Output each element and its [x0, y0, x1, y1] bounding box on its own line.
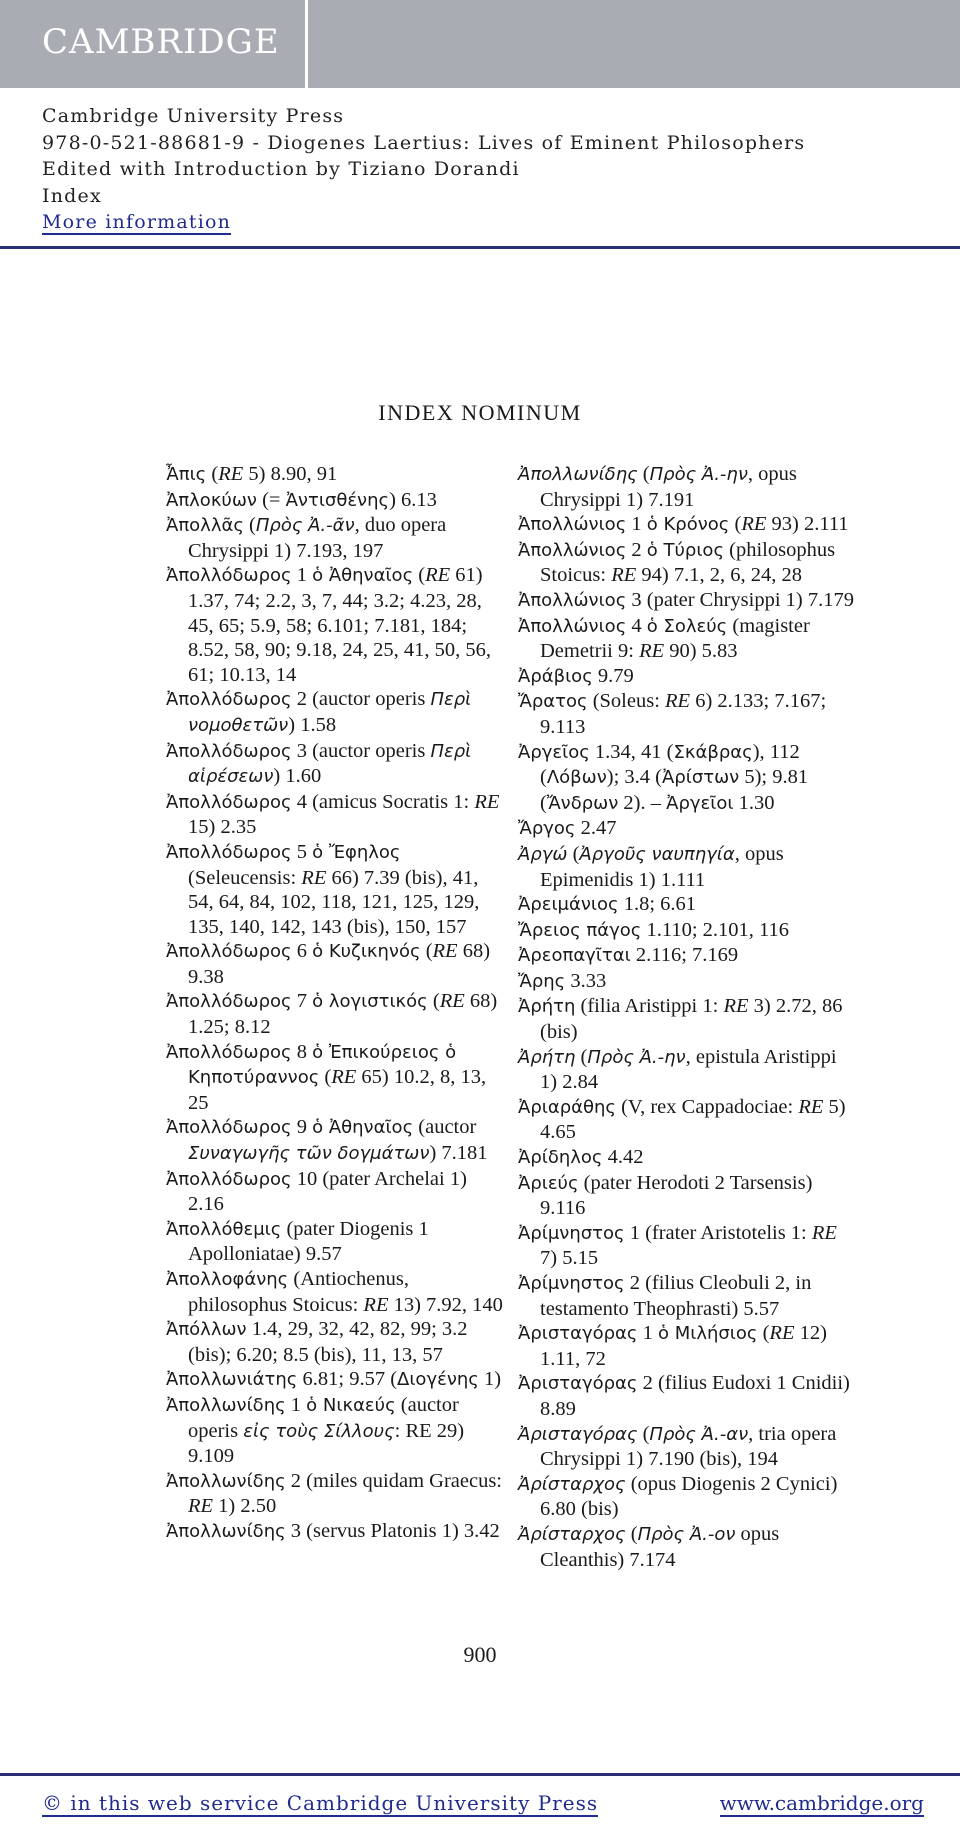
entry-text: 61) 1.37, 74; 2.2, 3, 7, 44; 3.2; 4.23, 28, 45, 65; 5.9, 58; 6.101; 7.181, 184; 8.52, 58, 90; 9.18, 24, 25, 41, 50, 56, 61; 10.13, 14: [188, 564, 491, 686]
entry-text: (: [637, 463, 650, 485]
entry-greek: Ἀπολλωνίδης: [166, 1394, 286, 1416]
index-column-left: [166, 462, 506, 1545]
entry-italic: RE: [432, 940, 458, 963]
entry-greek: Ἀπολλόδωρος: [166, 991, 292, 1013]
entry-text: ) 1.60: [273, 765, 322, 788]
entry-greek: Ἀρίδηλος: [518, 1147, 603, 1169]
entry-text: 5: [291, 840, 313, 863]
entry-greek: Ἀρίστων: [662, 767, 740, 789]
entry-greek: Ἀργεῖος: [518, 741, 590, 763]
entry-greek: Συναγωγῆς τῶν δογμάτων: [188, 1143, 430, 1165]
entry-italic: RE: [665, 690, 691, 713]
entry-greek: Ἀπολλώνιος: [518, 539, 627, 561]
index-entry: [166, 989, 506, 1039]
entry-text: (: [427, 990, 440, 1013]
entry-text: (=: [256, 488, 286, 511]
index-entry: [166, 1519, 506, 1545]
entry-text: 12) 1.11, 72: [540, 1322, 827, 1370]
entry-text: 2: [626, 538, 647, 561]
index-entry: [166, 1040, 506, 1116]
entry-text: 1.30: [733, 791, 775, 814]
index-entry: [518, 462, 854, 512]
entry-italic: RE: [188, 1495, 214, 1518]
entry-text: 2). –: [618, 791, 667, 814]
entry-italic: RE: [363, 1293, 389, 1316]
entry-greek: Ἀρισταγόρας: [518, 1373, 638, 1395]
entry-greek: Ἀπολλωνίδης: [518, 464, 638, 485]
index-entry: [518, 1422, 854, 1472]
entry-text: (: [413, 564, 426, 587]
entry-greek: Περὶ αἱρέσεων: [188, 740, 472, 788]
entry-greek: Ἄρατος: [518, 691, 588, 713]
index-entry: [166, 790, 506, 840]
entry-greek: ὁ Ἀθηναῖος: [312, 1117, 414, 1139]
entry-text: 66) 7.39 (bis), 41, 54, 64, 84, 102, 118, 121, 125, 129, 135, 140, 142, 143 (bis), 150, 157: [188, 866, 480, 938]
entry-italic: RE: [611, 564, 637, 587]
entry-greek: Ἀρήτη: [518, 1046, 576, 1068]
entry-italic: RE: [811, 1221, 837, 1244]
index-entry: [518, 1271, 854, 1321]
entry-text: , duo opera Chrysippi 1) 7.193, 197: [188, 514, 447, 562]
entry-greek: Ἀπολλόδωρος: [166, 791, 292, 813]
header-rule: [0, 246, 960, 249]
cambridge-logo: CAMBRIDGE: [42, 22, 280, 62]
index-title: INDEX NOMINUM: [378, 400, 582, 425]
entry-greek: Ἀπολλόδωρος: [166, 1168, 292, 1190]
publisher-name: Cambridge University Press: [42, 105, 345, 127]
entry-greek: Ἄρειος πάγος: [518, 919, 642, 941]
entry-italic: RE: [639, 640, 665, 663]
book-info: [42, 103, 805, 236]
entry-greek: Ἀρίμνηστος: [518, 1273, 625, 1294]
banner-divider: [305, 0, 308, 88]
entry-text: (V, rex Cappadociae:: [615, 1095, 799, 1118]
entry-greek: Ἀπόλλων: [166, 1319, 247, 1341]
index-entry: [166, 840, 506, 939]
entry-text: (: [575, 1045, 588, 1068]
entry-text: , epistula Aristippi 1) 2.84: [540, 1045, 837, 1094]
index-entry: [518, 1095, 854, 1145]
entry-greek: Ἀρίσταρχος: [518, 1473, 626, 1495]
entry-greek: Λόβων: [546, 767, 607, 789]
entry-greek: Ἀπολλόδωρος: [166, 740, 292, 762]
index-entry: [166, 462, 506, 488]
entry-text: 9: [291, 1116, 313, 1139]
entry-text: 1.34, 41 (: [589, 740, 674, 763]
entry-greek: Ἀπολλόδωρος: [166, 1117, 292, 1139]
entry-greek: Ἀργοῦς ναυπηγία: [579, 843, 735, 865]
entry-italic: RE: [723, 995, 749, 1018]
entry-text: 94) 7.1, 2, 6, 24, 28: [636, 564, 802, 587]
entry-text: , tria opera Chrysippi 1) 7.190 (bis), 194: [540, 1422, 837, 1471]
entry-greek: Ἀρισταγόρας: [518, 1423, 638, 1445]
entry-text: 68) 9.38: [188, 940, 491, 988]
entry-greek: Ἄρης: [518, 970, 566, 992]
entry-greek: Σκάβρας: [673, 741, 753, 763]
entry-greek: ὁ Ἔφηλος: [312, 841, 401, 863]
entry-greek: ὁ Ἀθηναῖος: [312, 565, 414, 587]
entry-text: opus Cleanthis) 7.174: [540, 1522, 780, 1571]
entry-text: 1): [478, 1368, 502, 1391]
entry-text: (Seleucensis:: [188, 866, 302, 889]
index-entry: [166, 1367, 506, 1393]
entry-greek: ὁ Τύριος: [646, 539, 725, 561]
entry-text: 6) 2.133; 7.167; 9.113: [540, 690, 827, 738]
entry-italic: RE: [439, 990, 465, 1013]
entry-greek: Ἀπλοκύων: [166, 489, 257, 511]
index-entry: [518, 1221, 854, 1271]
entry-text: 5) 8.90, 91: [243, 463, 338, 485]
entry-text: 1) 2.50: [213, 1495, 277, 1518]
index-column-right: [518, 462, 854, 1572]
entry-text: 7) 5.15: [540, 1247, 599, 1270]
entry-greek: Πρὸς Ἀ.-αν: [649, 1423, 749, 1445]
index-entry: [166, 1167, 506, 1217]
index-entry: [518, 943, 854, 969]
entry-greek: Ἀπολλωνίδης: [166, 1520, 286, 1542]
entry-text: 1: [291, 564, 313, 587]
index-entry: [518, 588, 854, 614]
entry-greek: Πρὸς Ἀ.-ᾶν: [255, 515, 355, 537]
index-entry: [518, 994, 854, 1044]
index-entry: [518, 1321, 854, 1371]
entry-text: 6.81; 9.57 (: [297, 1368, 398, 1391]
entry-text: 4: [626, 614, 647, 637]
entry-greek: Ἀπολλόδωρος: [166, 689, 292, 711]
page-number: 900: [463, 1642, 497, 1667]
entry-text: 5); 9.81 (: [540, 766, 809, 814]
entry-text: 7: [291, 990, 313, 1013]
entry-greek: εἰς τοὺς Σίλλους: [243, 1420, 395, 1442]
entry-italic: RE: [474, 790, 500, 813]
entry-text: 1.110; 2.101, 116: [641, 918, 790, 941]
entry-italic: RE: [301, 866, 327, 889]
index-entry: [166, 1317, 506, 1367]
index-entry: [518, 969, 854, 995]
entry-text: 3 (servus Platonis 1) 3.42: [285, 1519, 500, 1542]
entry-text: 3 (auctor operis: [291, 739, 431, 762]
entry-greek: Ἀπολλοφάνης: [166, 1269, 289, 1290]
entry-text: ) 6.13: [389, 488, 437, 511]
entry-text: 4 (amicus Socratis 1:: [291, 790, 475, 813]
entry-greek: Ἀπολλώνιος: [518, 514, 627, 536]
entry-greek: Ἀπολλόδωρος: [166, 565, 292, 587]
index-entry: [518, 740, 854, 817]
entry-greek: Ἄνδρων: [546, 792, 619, 814]
entry-greek: Ἀπολλόθεμις: [166, 1218, 282, 1240]
entry-text: (: [567, 842, 580, 865]
entry-text: 10 (pater Archelai 1) 2.16: [188, 1167, 467, 1216]
entry-text: 1: [637, 1322, 658, 1345]
index-entry: [518, 1371, 854, 1421]
entry-greek: Πρὸς Ἀ.-ην: [649, 464, 748, 485]
entry-greek: Ἀπολλόδωρος: [166, 941, 292, 963]
index-entry: [518, 689, 854, 739]
entry-greek: ὁ Κρόνος: [646, 514, 730, 536]
entry-text: 65) 10.2, 8, 13, 25: [188, 1066, 487, 1114]
entry-greek: Ἀπολλᾶς: [166, 515, 244, 537]
more-information-link[interactable]: More information: [42, 211, 232, 233]
index-entry: [518, 918, 854, 944]
entry-text: 2.47: [575, 817, 617, 840]
index-entry: [166, 488, 506, 514]
entry-text: (opus Diogenis 2 Cynici) 6.80 (bis): [540, 1472, 838, 1521]
entry-greek: ὁ Μιλήσιος: [657, 1323, 758, 1345]
entry-greek: Ἀπολλόδωρος: [166, 841, 292, 863]
entry-greek: Ἀπολλώνιος: [518, 615, 627, 637]
copyright-link[interactable]: © in this web service Cambridge University Press: [42, 1791, 599, 1815]
entry-greek: Ἀντισθένης: [285, 489, 390, 511]
entry-text: 2 (filius Eudoxi 1 Cnidii) 8.89: [540, 1372, 850, 1420]
index-entry: [518, 816, 854, 842]
section-label: Index: [42, 184, 102, 207]
entry-text: (: [625, 1522, 638, 1545]
index-entry: [166, 1469, 506, 1519]
entry-text: 4.42: [602, 1146, 644, 1169]
index-entry: [166, 1217, 506, 1267]
index-entry: [166, 1393, 506, 1469]
entry-greek: Ἆπις: [166, 464, 207, 485]
index-entry: [518, 1171, 854, 1221]
entry-greek: Ἀρισταγόρας: [518, 1323, 638, 1345]
entry-greek: Ἀρίμνηστος: [518, 1222, 625, 1244]
entry-text: (pater Herodoti 2 Tarsensis) 9.116: [540, 1171, 813, 1220]
index-entry: [166, 1115, 506, 1166]
entry-italic: RE: [798, 1095, 824, 1118]
entry-greek: ὁ Σολεύς: [646, 615, 728, 637]
index-entry: [166, 563, 506, 687]
entry-greek: ὁ λογιστικός: [312, 991, 428, 1013]
entry-greek: Ἀρειμάνιος: [518, 894, 619, 916]
entry-text: (auctor: [413, 1116, 477, 1139]
entry-text: (pater Diogenis 1 Apolloniatae) 9.57: [188, 1217, 429, 1266]
entry-text: 3 (pater Chrysippi 1) 7.179: [626, 588, 855, 611]
entry-italic: RE: [218, 463, 244, 485]
entry-text: 1: [285, 1393, 307, 1416]
entry-text: (filia Aristippi 1:: [575, 995, 724, 1018]
entry-text: (: [319, 1066, 332, 1089]
entry-greek: Ἀπολλωνιάτης: [166, 1369, 298, 1391]
entry-text: 1 (frater Aristotelis 1:: [624, 1221, 812, 1244]
entry-greek: Ἀρίσταρχος: [518, 1523, 626, 1545]
entry-greek: ὁ Ἐπικούρειος ὁ Κηποτύραννος: [188, 1041, 457, 1089]
index-entry: [518, 842, 854, 892]
entry-text: 93) 2.111: [766, 513, 849, 536]
entry-greek: Ἀρεοπαγῖται: [518, 945, 631, 967]
entry-text: 2 (filius Cleobuli 2, in testamento Theophrasti) 5.57: [540, 1272, 812, 1320]
entry-greek: Περὶ νομοθετῶν: [188, 689, 472, 736]
publisher-banner: [0, 0, 960, 88]
entry-text: (: [206, 463, 219, 485]
entry-text: 2 (auctor operis: [291, 688, 431, 711]
isbn-title: 978-0-521-88681-9 - Diogenes Laertius: Lives of Eminent Philosophers: [42, 131, 806, 154]
entry-greek: Ἀπολλωνίδης: [166, 1470, 286, 1492]
index-entry: [518, 1045, 854, 1095]
index-entry: [518, 1472, 854, 1522]
entry-greek: Ἀράβιος: [518, 665, 593, 687]
entry-greek: ὁ Νικαεύς: [306, 1394, 396, 1416]
entry-text: 5) 4.65: [540, 1095, 846, 1144]
entry-text: 90) 5.83: [664, 640, 738, 663]
index-entry: [166, 513, 506, 563]
website-link[interactable]: www.cambridge.org: [719, 1791, 924, 1815]
entry-greek: Ἄργος: [518, 818, 576, 840]
index-entry: [518, 664, 854, 690]
entry-greek: Πρὸς Ἀ.-ην: [587, 1046, 686, 1068]
entry-text: ) 1.58: [288, 713, 337, 736]
entry-text: 15) 2.35: [188, 816, 257, 839]
entry-text: 2.116; 7.169: [630, 944, 739, 967]
entry-italic: RE: [769, 1322, 795, 1345]
entry-text: , opus Chrysippi 1) 7.191: [540, 463, 797, 511]
entry-greek: Ἀριαράθης: [518, 1096, 616, 1118]
entry-text: (Soleus:: [587, 690, 666, 713]
entry-text: (philosophus Stoicus:: [540, 538, 836, 587]
index-entry: [518, 512, 854, 538]
entry-text: 2 (miles quidam Graecus:: [285, 1469, 503, 1492]
entry-italic: RE: [331, 1066, 357, 1089]
index-entry: [518, 1145, 854, 1171]
entry-text: 8: [291, 1040, 313, 1063]
entry-text: 3) 2.72, 86 (bis): [540, 995, 843, 1044]
entry-italic: RE: [741, 513, 767, 536]
entry-text: 68) 1.25; 8.12: [188, 990, 498, 1039]
entry-text: 1: [626, 513, 647, 536]
entry-greek: Ἀργεῖοι: [666, 792, 734, 814]
entry-text: (: [637, 1422, 650, 1445]
index-entry: [166, 687, 506, 738]
entry-text: 1.4, 29, 32, 42, 82, 99; 3.2 (bis); 6.20; 8.5 (bis), 11, 13, 57: [188, 1318, 468, 1366]
footer-rule: [0, 1773, 960, 1776]
entry-text: (: [729, 513, 742, 536]
entry-text: ), 112 (: [540, 740, 800, 789]
entry-text: 1.8; 6.61: [618, 893, 697, 916]
index-entry: [166, 739, 506, 790]
entry-text: (: [243, 514, 256, 537]
entry-text: (magister Demetrii 9:: [540, 614, 810, 663]
entry-greek: Ἀπολλώνιος: [518, 589, 627, 611]
entry-text: ) 7.181: [429, 1142, 488, 1165]
entry-text: (Antiochenus, philosophus Stoicus:: [188, 1268, 409, 1316]
entry-text: , opus Epimenidis 1) 1.111: [540, 842, 784, 891]
entry-greek: Διογένης: [397, 1369, 479, 1391]
entry-greek: ὁ Κυζικηνός: [312, 941, 421, 963]
index-entry: [518, 538, 854, 588]
entry-greek: Ἀρήτη: [518, 996, 576, 1018]
entry-text: : RE 29) 9.109: [188, 1419, 465, 1468]
entry-greek: Ἀριεύς: [518, 1172, 579, 1194]
index-entry: [518, 614, 854, 664]
index-entry: [166, 1267, 506, 1317]
entry-text: (: [757, 1322, 770, 1345]
index-entry: [518, 892, 854, 918]
entry-italic: RE: [425, 564, 451, 587]
entry-greek: Ἀπολλόδωρος: [166, 1041, 292, 1063]
index-entry: [518, 1522, 854, 1572]
entry-text: 3.33: [565, 969, 607, 992]
entry-text: 13) 7.92, 140: [388, 1293, 503, 1316]
entry-greek: Πρὸς Ἀ.-ον: [637, 1523, 736, 1545]
entry-text: (: [420, 940, 433, 963]
entry-greek: Ἀργώ: [518, 843, 568, 865]
editor-line: Edited with Introduction by Tiziano Dorandi: [42, 158, 520, 180]
entry-text: ); 3.4 (: [606, 766, 663, 789]
entry-text: 9.79: [592, 664, 634, 687]
entry-text: 6: [291, 940, 313, 963]
index-entry: [166, 939, 506, 989]
entry-text: (auctor operis: [188, 1393, 459, 1442]
